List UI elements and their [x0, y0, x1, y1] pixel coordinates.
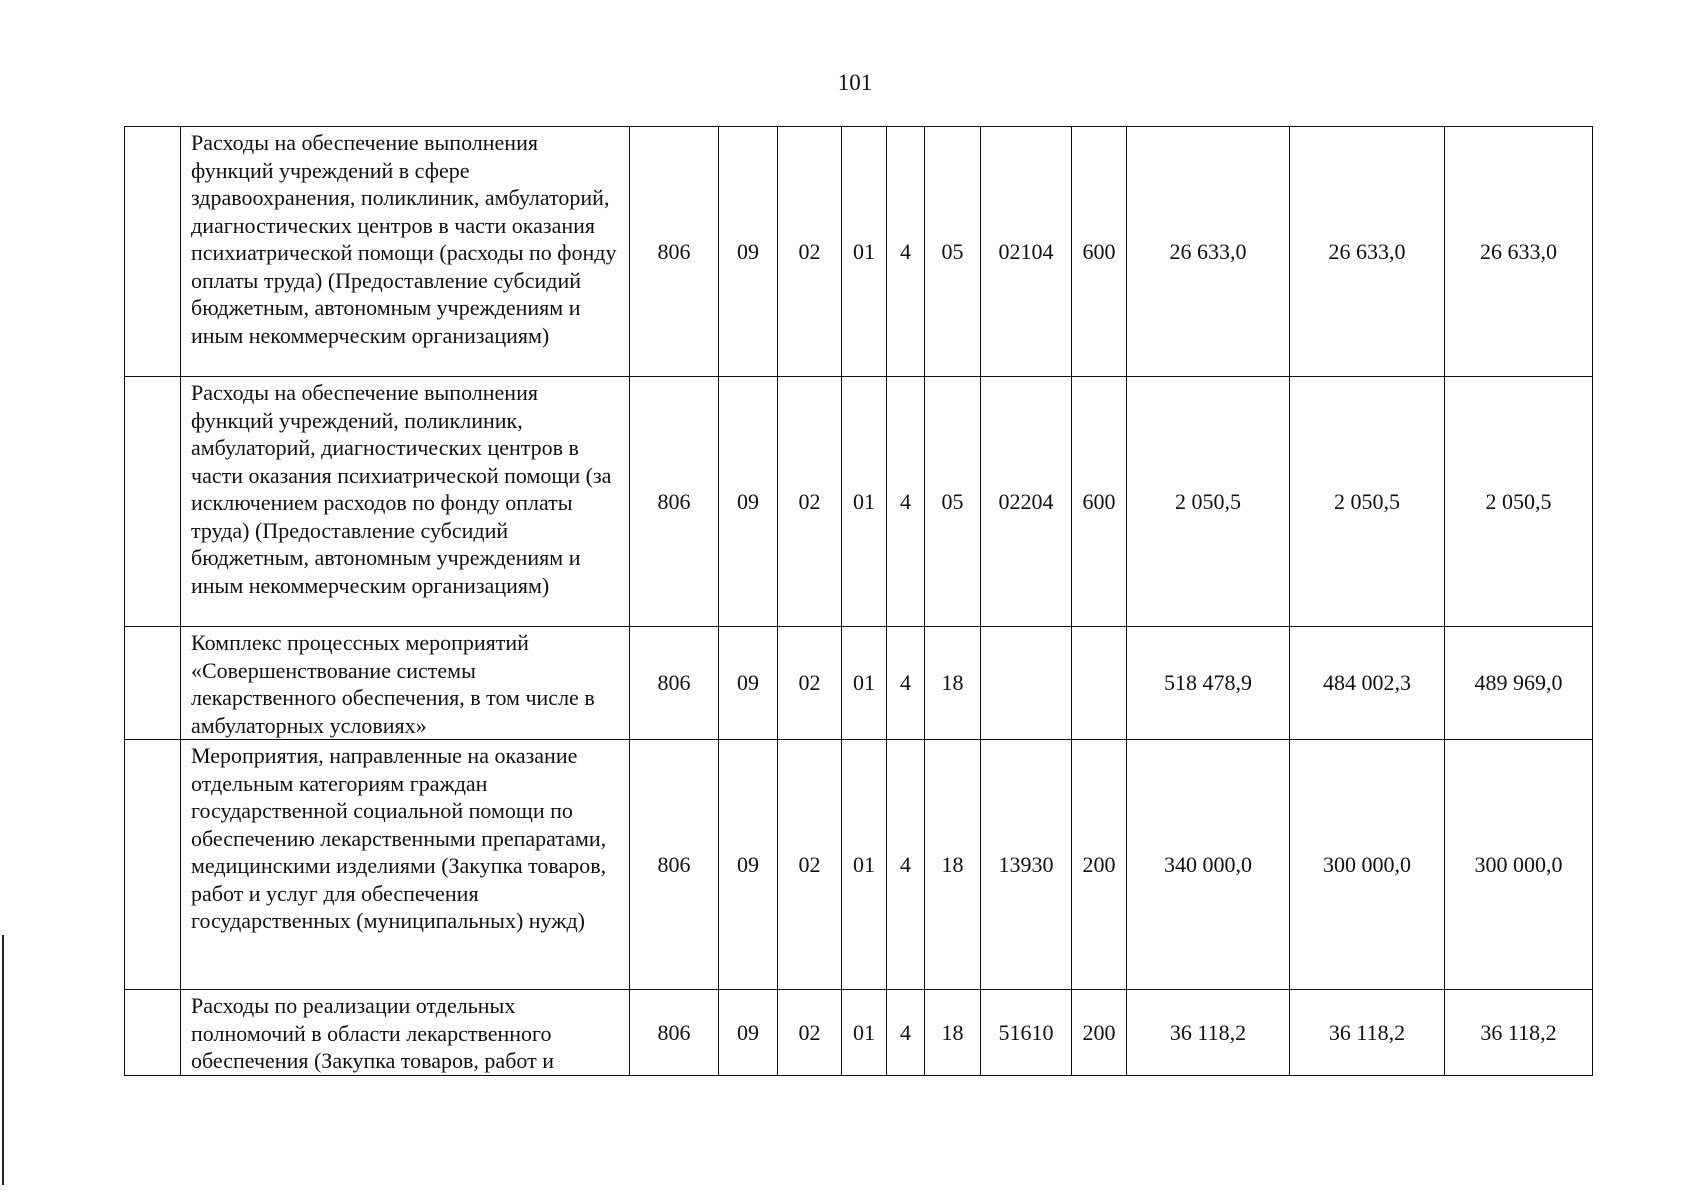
amount-year-1: 340 000,0 — [1127, 740, 1290, 990]
scan-edge-line — [2, 935, 4, 1185]
row-description: Расходы на обеспечение выполнения функций учреждений в сфере здравоохранения, поликлиник, амбулаторий, диагностических центров в части оказания психиатрической помощи (расходы по фонду оплаты труда) (Предоставление субсидий бюджетным, автономным учреждениям и иным некоммерческим организациям) — [181, 127, 630, 377]
amount-year-2: 26 633,0 — [1290, 127, 1445, 377]
expense-type-code: 200 — [1072, 740, 1127, 990]
direction-code — [981, 627, 1072, 740]
subsection-code: 02 — [778, 990, 842, 1076]
structure-element-code: 18 — [925, 627, 981, 740]
ministry-code: 806 — [630, 740, 719, 990]
program-type-code: 4 — [887, 377, 925, 627]
ministry-code: 806 — [630, 627, 719, 740]
table-row — [125, 377, 1593, 627]
amount-year-3: 300 000,0 — [1445, 740, 1593, 990]
program-type-code: 4 — [887, 127, 925, 377]
amount-year-2: 300 000,0 — [1290, 740, 1445, 990]
amount-year-3: 2 050,5 — [1445, 377, 1593, 627]
expense-type-code — [1072, 627, 1127, 740]
table-row — [125, 127, 1593, 377]
subsection-code: 02 — [778, 740, 842, 990]
row-description: Комплекс процессных мероприятий «Совершенствование системы лекарственного обеспечения, в том числе в амбулаторных условиях» — [181, 627, 630, 740]
expense-type-code: 200 — [1072, 990, 1127, 1076]
row-description: Расходы на обеспечение выполнения функций учреждений, поликлиник, амбулаторий, диагностических центров в части оказания психиатрической помощи (за исключением расходов по фонду оплаты труда) (Предоставление субсидий бюджетным, автономным учреждениям и иным некоммерческим организациям) — [181, 377, 630, 627]
amount-year-2: 2 050,5 — [1290, 377, 1445, 627]
program-type-code: 4 — [887, 740, 925, 990]
direction-code: 13930 — [981, 740, 1072, 990]
row-number-cell — [125, 740, 181, 990]
section-code: 09 — [719, 377, 778, 627]
table-row — [125, 990, 1593, 1076]
expense-type-code: 600 — [1072, 127, 1127, 377]
structure-element-code: 05 — [925, 127, 981, 377]
amount-year-3: 26 633,0 — [1445, 127, 1593, 377]
table-row — [125, 740, 1593, 990]
amount-year-3: 36 118,2 — [1445, 990, 1593, 1076]
ministry-code: 806 — [630, 127, 719, 377]
amount-year-1: 26 633,0 — [1127, 127, 1290, 377]
program-code: 01 — [842, 127, 887, 377]
expense-type-code: 600 — [1072, 377, 1127, 627]
amount-year-3: 489 969,0 — [1445, 627, 1593, 740]
subsection-code: 02 — [778, 627, 842, 740]
direction-code: 02204 — [981, 377, 1072, 627]
row-description: Мероприятия, направленные на оказание отдельным категориям граждан государственной социальной помощи по обеспечению лекарственными препаратами, медицинскими изделиями (Закупка товаров, работ и услуг для обеспечения государственных (муниципальных) нужд) — [181, 740, 630, 990]
section-code: 09 — [719, 990, 778, 1076]
program-type-code: 4 — [887, 990, 925, 1076]
ministry-code: 806 — [630, 990, 719, 1076]
amount-year-1: 2 050,5 — [1127, 377, 1290, 627]
amount-year-1: 36 118,2 — [1127, 990, 1290, 1076]
subsection-code: 02 — [778, 127, 842, 377]
section-code: 09 — [719, 740, 778, 990]
program-code: 01 — [842, 990, 887, 1076]
direction-code: 51610 — [981, 990, 1072, 1076]
program-code: 01 — [842, 377, 887, 627]
row-description: Расходы по реализации отдельных полномочий в области лекарственного обеспечения (Закупка товаров, работ и — [181, 990, 630, 1076]
amount-year-2: 36 118,2 — [1290, 990, 1445, 1076]
table-row — [125, 627, 1593, 740]
structure-element-code: 18 — [925, 740, 981, 990]
row-number-cell — [125, 627, 181, 740]
amount-year-2: 484 002,3 — [1290, 627, 1445, 740]
structure-element-code: 05 — [925, 377, 981, 627]
section-code: 09 — [719, 127, 778, 377]
amount-year-1: 518 478,9 — [1127, 627, 1290, 740]
row-number-cell — [125, 127, 181, 377]
program-type-code: 4 — [887, 627, 925, 740]
row-number-cell — [125, 990, 181, 1076]
subsection-code: 02 — [778, 377, 842, 627]
budget-table — [124, 126, 1593, 1076]
structure-element-code: 18 — [925, 990, 981, 1076]
section-code: 09 — [719, 627, 778, 740]
direction-code: 02104 — [981, 127, 1072, 377]
ministry-code: 806 — [630, 377, 719, 627]
page-number: 101 — [837, 70, 873, 95]
program-code: 01 — [842, 740, 887, 990]
program-code: 01 — [842, 627, 887, 740]
row-number-cell — [125, 377, 181, 627]
